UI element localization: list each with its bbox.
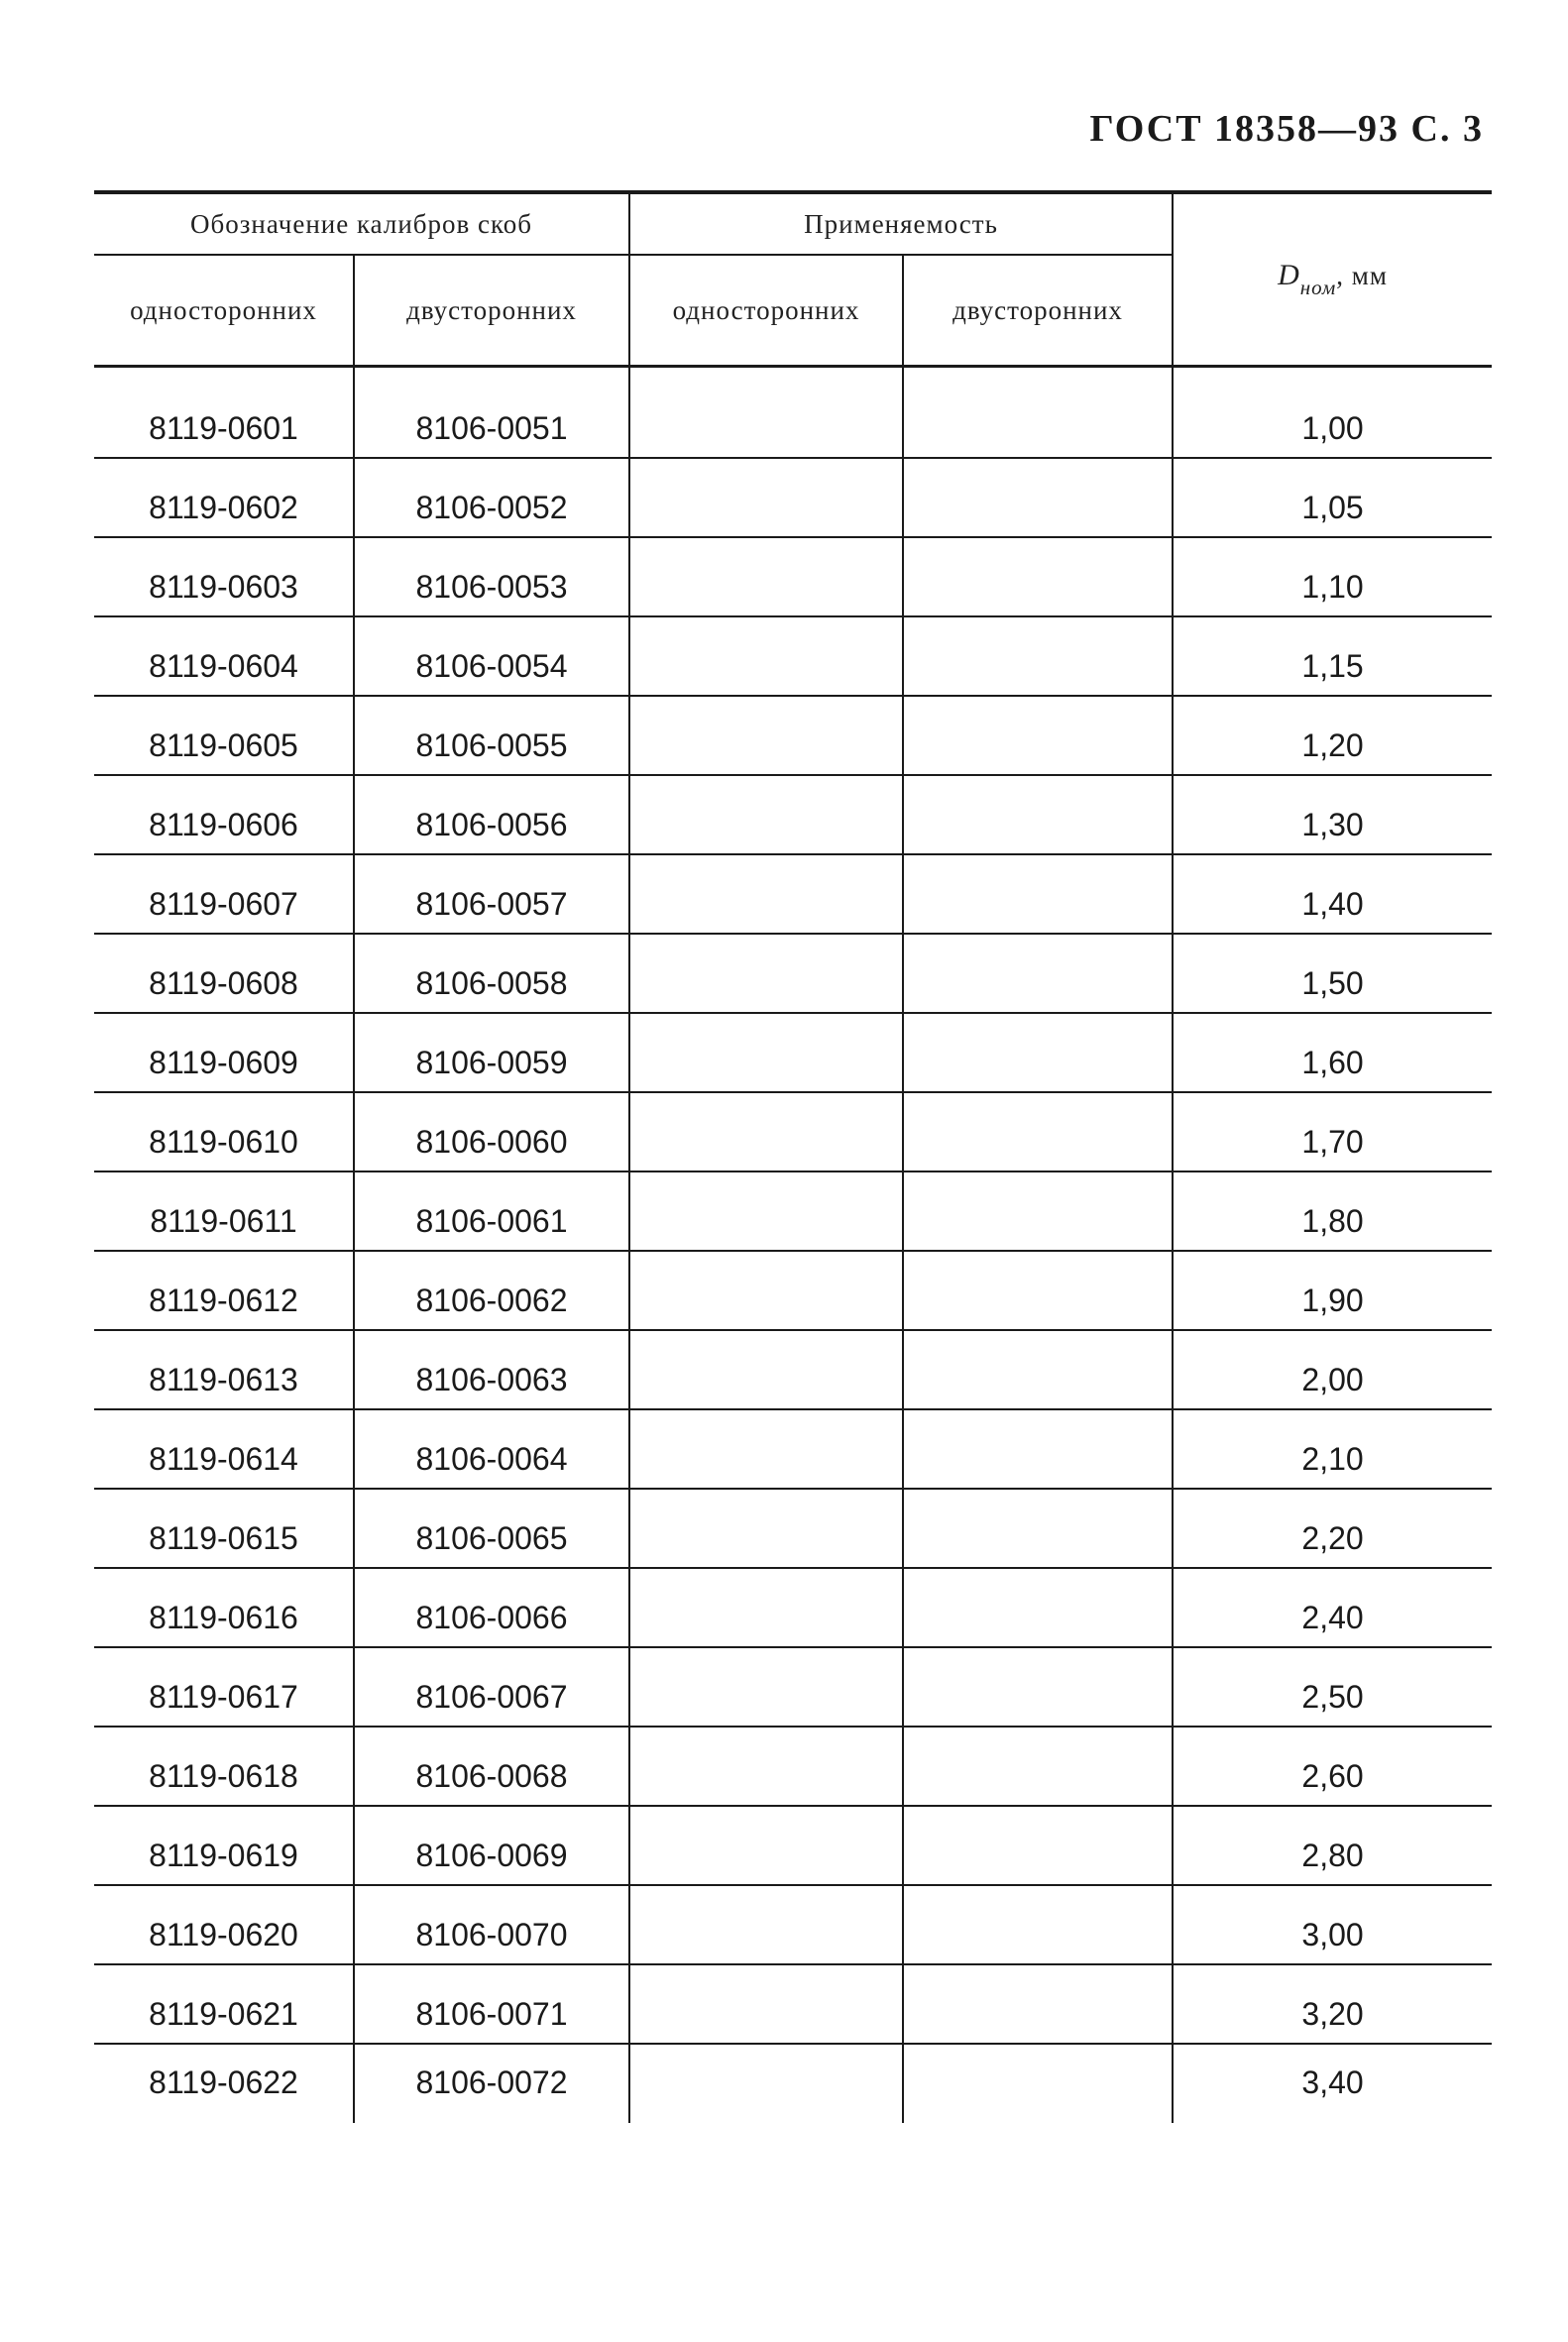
table-row <box>94 1251 1492 1330</box>
dnom-value: 1,90 <box>1173 1251 1492 1330</box>
dnom-value: 1,60 <box>1173 1013 1492 1092</box>
page-header: ГОСТ 18358—93 С. 3 <box>1089 108 1484 150</box>
dnom-value: 1,05 <box>1173 458 1492 537</box>
table-row <box>94 1330 1492 1409</box>
double-caliber-code: 8106-0068 <box>354 1727 629 1806</box>
applicability-double-cell <box>903 1727 1173 1806</box>
applicability-single-cell <box>629 367 903 458</box>
double-caliber-code: 8106-0071 <box>354 1964 629 2044</box>
double-caliber-code: 8106-0058 <box>354 934 629 1013</box>
applicability-double-cell <box>903 1568 1173 1647</box>
dnom-value: 2,40 <box>1173 1568 1492 1647</box>
single-caliber-code: 8119-0616 <box>94 1568 354 1647</box>
applicability-double-cell <box>903 775 1173 854</box>
applicability-single-cell <box>629 1568 903 1647</box>
applicability-double-cell <box>903 1013 1173 1092</box>
applicability-single-cell <box>629 1806 903 1885</box>
designation-double-header: двусторонних <box>354 255 629 367</box>
dnom-value: 3,00 <box>1173 1885 1492 1964</box>
single-caliber-code: 8119-0618 <box>94 1727 354 1806</box>
dnom-value: 2,20 <box>1173 1489 1492 1568</box>
table-row <box>94 616 1492 696</box>
double-caliber-code: 8106-0060 <box>354 1092 629 1171</box>
dnom-header <box>1173 192 1492 367</box>
table-row <box>94 1171 1492 1251</box>
single-caliber-code: 8119-0620 <box>94 1885 354 1964</box>
dnom-value: 1,30 <box>1173 775 1492 854</box>
table-body <box>94 367 1492 2123</box>
dnom-value: 3,20 <box>1173 1964 1492 2044</box>
dnom-value: 1,70 <box>1173 1092 1492 1171</box>
dnom-value: 2,50 <box>1173 1647 1492 1727</box>
single-caliber-code: 8119-0615 <box>94 1489 354 1568</box>
single-caliber-code: 8119-0608 <box>94 934 354 1013</box>
applicability-double-cell <box>903 934 1173 1013</box>
dnom-value: 3,40 <box>1301 2063 1364 2100</box>
applicability-single-cell <box>629 1092 903 1171</box>
applicability-double-cell <box>903 1092 1173 1171</box>
applicability-single-cell <box>629 2044 903 2123</box>
applicability-single-cell <box>629 458 903 537</box>
single-caliber-code: 8119-0607 <box>94 854 354 934</box>
table-row <box>94 1964 1492 2044</box>
applicability-double-cell <box>903 696 1173 775</box>
single-caliber-code: 8119-0613 <box>94 1330 354 1409</box>
designation-single-header: односторонних <box>94 255 354 367</box>
applicability-single-cell <box>629 1330 903 1409</box>
table-row <box>94 1727 1492 1806</box>
dnom-value: 2,00 <box>1173 1330 1492 1409</box>
table-row <box>94 696 1492 775</box>
dnom-unit: , мм <box>1336 261 1388 290</box>
single-caliber-code: 8119-0603 <box>94 537 354 616</box>
double-caliber-code: 8106-0070 <box>354 1885 629 1964</box>
dnom-subscript: ном <box>1299 276 1337 299</box>
double-caliber-code: 8106-0059 <box>354 1013 629 1092</box>
applicability-double-cell <box>903 367 1173 458</box>
table-row <box>94 1806 1492 1885</box>
single-caliber-code: 8119-0612 <box>94 1251 354 1330</box>
dnom-value: 1,00 <box>1173 367 1492 458</box>
applicability-double-header: двусторонних <box>952 294 1123 325</box>
dnom-value: 1,15 <box>1173 616 1492 696</box>
table-row <box>94 537 1492 616</box>
applicability-single-cell <box>629 1885 903 1964</box>
double-caliber-code: 8106-0061 <box>354 1171 629 1251</box>
single-caliber-code: 8119-0610 <box>94 1092 354 1171</box>
single-caliber-code: 8119-0609 <box>94 1013 354 1092</box>
double-caliber-code: 8106-0052 <box>354 458 629 537</box>
applicability-single-cell <box>629 1409 903 1489</box>
double-caliber-code: 8106-0055 <box>354 696 629 775</box>
applicability-single-cell <box>629 537 903 616</box>
table-row <box>94 1568 1492 1647</box>
applicability-single-cell <box>629 1171 903 1251</box>
dnom-value: 1,10 <box>1173 537 1492 616</box>
table-row <box>94 775 1492 854</box>
table-row <box>94 1013 1492 1092</box>
double-caliber-code: 8106-0057 <box>354 854 629 934</box>
double-caliber-code: 8106-0062 <box>354 1251 629 1330</box>
applicability-double-cell <box>903 854 1173 934</box>
dnom-value: 2,60 <box>1173 1727 1492 1806</box>
applicability-double-cell <box>903 1964 1173 2044</box>
dnom-value: 2,80 <box>1173 1806 1492 1885</box>
table-row <box>94 1409 1492 1489</box>
double-caliber-code: 8106-0067 <box>354 1647 629 1727</box>
dnom-value: 1,80 <box>1173 1171 1492 1251</box>
applicability-single-cell <box>629 1013 903 1092</box>
dnom-value: 1,50 <box>1173 934 1492 1013</box>
table-row <box>94 934 1492 1013</box>
single-caliber-code: 8119-0614 <box>94 1409 354 1489</box>
dnom-value: 1,40 <box>1173 854 1492 934</box>
applicability-single-cell <box>629 775 903 854</box>
applicability-single-cell <box>629 1964 903 2044</box>
applicability-single-cell <box>629 1251 903 1330</box>
applicability-double-cell <box>903 1409 1173 1489</box>
applicability-single-cell <box>629 1489 903 1568</box>
applicability-double-cell <box>903 1489 1173 1568</box>
single-caliber-code: 8119-0619 <box>94 1806 354 1885</box>
double-caliber-code: 8106-0065 <box>354 1489 629 1568</box>
dnom-value: 1,20 <box>1173 696 1492 775</box>
double-caliber-code: 8106-0064 <box>354 1409 629 1489</box>
applicability-group-header: Применяемость <box>629 192 1173 255</box>
double-caliber-code: 8106-0054 <box>354 616 629 696</box>
applicability-double-cell <box>903 1330 1173 1409</box>
single-caliber-code: 8119-0604 <box>94 616 354 696</box>
single-caliber-code: 8119-0622 <box>94 2044 354 2123</box>
applicability-double-cell <box>903 1251 1173 1330</box>
double-caliber-code: 8106-0069 <box>354 1806 629 1885</box>
designation-group-header: Обозначение калибров скоб <box>94 192 629 255</box>
single-caliber-code: 8119-0605 <box>94 696 354 775</box>
table-row <box>94 1885 1492 1964</box>
table-row <box>94 1092 1492 1171</box>
single-caliber-code: 8119-0602 <box>94 458 354 537</box>
double-caliber-code: 8106-0066 <box>354 1568 629 1647</box>
applicability-double-cell <box>903 1885 1173 1964</box>
applicability-single-cell <box>629 1647 903 1727</box>
table-row <box>94 1489 1492 1568</box>
double-caliber-code: 8106-0056 <box>354 775 629 854</box>
table-row <box>94 367 1492 458</box>
applicability-single-cell <box>629 934 903 1013</box>
table-row <box>94 1647 1492 1727</box>
single-caliber-code: 8119-0601 <box>94 367 354 458</box>
table-row <box>94 2044 1492 2123</box>
single-caliber-code: 8119-0617 <box>94 1647 354 1727</box>
dnom-symbol: D <box>1278 259 1300 291</box>
double-caliber-code: 8106-0063 <box>354 1330 629 1409</box>
table-row <box>94 854 1492 934</box>
calibers-table <box>94 190 1492 2123</box>
applicability-double-cell <box>903 458 1173 537</box>
applicability-double-cell <box>903 1647 1173 1727</box>
single-caliber-code: 8119-0606 <box>94 775 354 854</box>
double-caliber-code: 8106-0051 <box>354 367 629 458</box>
single-caliber-code: 8119-0621 <box>94 1964 354 2044</box>
applicability-double-cell <box>903 1806 1173 1885</box>
double-caliber-code: 8106-0053 <box>354 537 629 616</box>
table-header <box>94 192 1492 367</box>
applicability-single-cell <box>629 1727 903 1806</box>
applicability-single-cell <box>629 854 903 934</box>
applicability-double-cell <box>903 2044 1173 2123</box>
applicability-double-cell <box>903 1171 1173 1251</box>
applicability-single-header: односторонних <box>629 255 903 367</box>
table-row <box>94 458 1492 537</box>
applicability-double-cell <box>903 537 1173 616</box>
applicability-single-cell <box>629 696 903 775</box>
applicability-double-cell <box>903 616 1173 696</box>
applicability-single-cell <box>629 616 903 696</box>
dnom-value: 2,10 <box>1173 1409 1492 1489</box>
double-caliber-code: 8106-0072 <box>354 2044 629 2123</box>
calibers-table-container <box>94 190 1492 2123</box>
single-caliber-code: 8119-0611 <box>94 1171 354 1251</box>
